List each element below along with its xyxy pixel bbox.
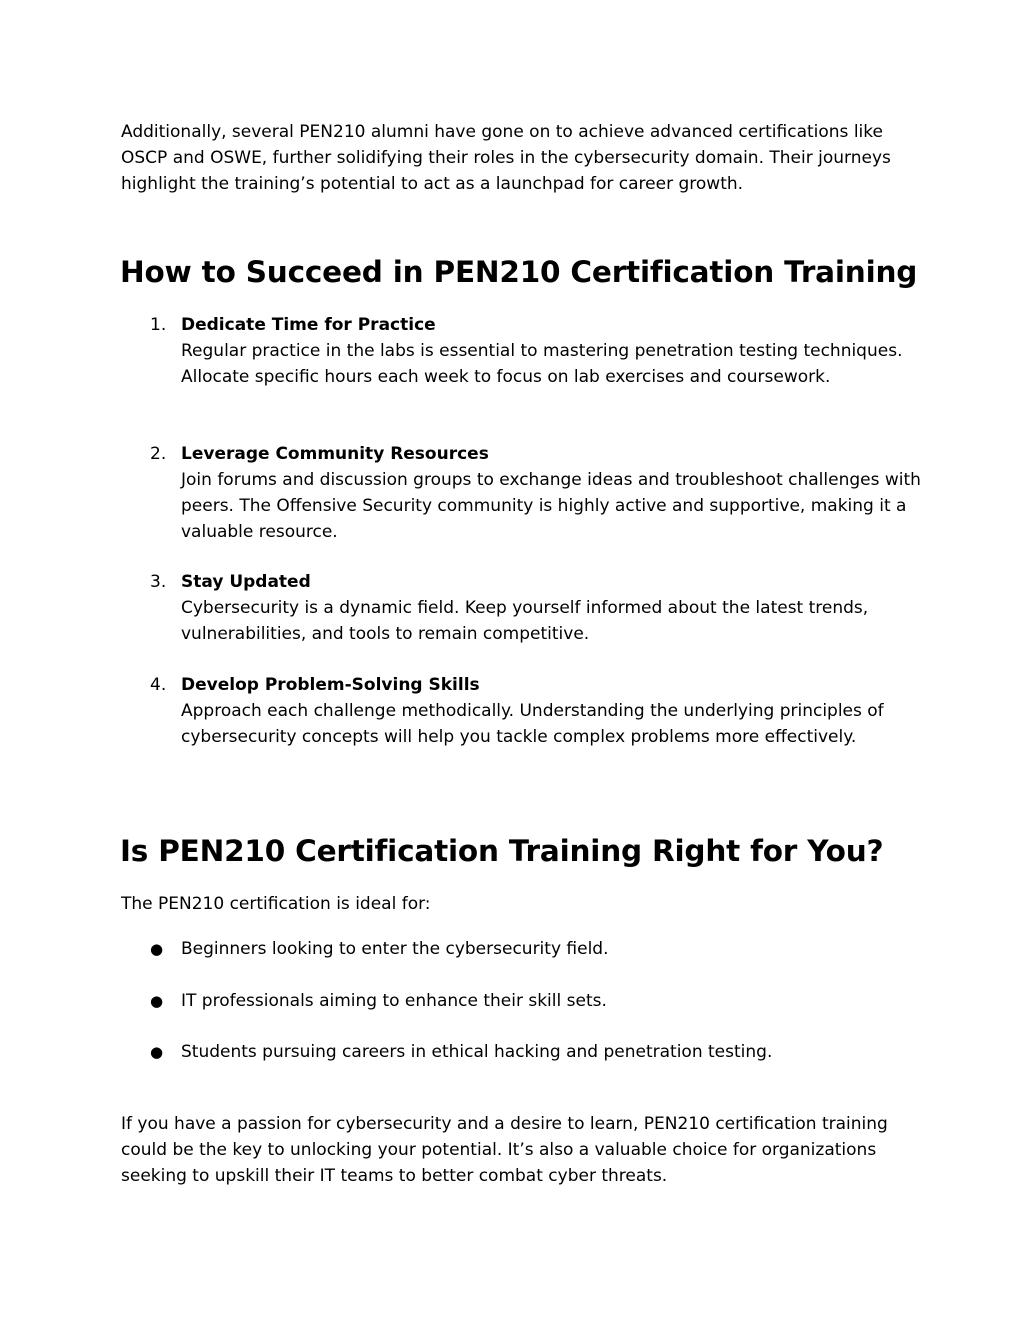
bullet-icon: ● <box>150 940 164 958</box>
list-item <box>0 569 1024 647</box>
list-item-number: 4. <box>150 675 167 695</box>
list-item-text: Beginners looking to enter the cybersecurity field. <box>181 939 609 959</box>
list-item-title: Develop Problem-Solving Skills <box>181 675 480 695</box>
list-item <box>0 936 1024 962</box>
list-item-title: Stay Updated <box>181 572 311 592</box>
list-item-text: Cybersecurity is a dynamic field. Keep yourself informed about the latest trends, vulnerabilities, and tools to remain competitive. <box>181 598 869 644</box>
list-item <box>0 312 1024 416</box>
list-item-title: Dedicate Time for Practice <box>181 315 436 335</box>
list-item-title: Leverage Community Resources <box>181 444 489 464</box>
list-item-text: Join forums and discussion groups to exchange ideas and troubleshoot challenges with peers. The Offensive Security community is highly active and supportive, making it a valuable resource. <box>181 470 921 542</box>
list-item <box>0 988 1024 1014</box>
list-item-number: 1. <box>150 315 167 335</box>
list-item <box>0 672 1024 776</box>
list-item <box>0 441 1024 545</box>
section-heading-how-to-succeed: How to Succeed in PEN210 Certification Training <box>120 255 918 289</box>
closing-paragraph: If you have a passion for cybersecurity and a desire to learn, PEN210 certification training could be the key to unlocking your potential. It’s also a valuable choice for organizations seeking to upskill their IT teams to better combat cyber threats. <box>121 1114 888 1186</box>
intro-paragraph: Additionally, several PEN210 alumni have gone on to achieve advanced certifications like OSCP and OSWE, further solidifying their roles in the cybersecurity domain. Their journeys highlight the training’s potential to act as a launchpad for career growth. <box>121 122 891 194</box>
list-item-text: Approach each challenge methodically. Understanding the underlying principles of cybersecurity concepts will help you tackle complex problems more effectively. <box>181 701 884 747</box>
list-item-text: IT professionals aiming to enhance their skill sets. <box>181 991 607 1011</box>
bullet-icon: ● <box>150 992 164 1010</box>
list-item <box>0 1039 1024 1065</box>
list-item-number: 3. <box>150 572 167 592</box>
bullet-icon: ● <box>150 1043 164 1061</box>
list-item-text: Students pursuing careers in ethical hacking and penetration testing. <box>181 1042 773 1062</box>
section-heading-right-for-you: Is PEN210 Certification Training Right for You? <box>120 834 884 868</box>
list-item-text: Regular practice in the labs is essential to mastering penetration testing techniques. Allocate specific hours each week to focus on lab exercises and coursework. <box>181 341 903 387</box>
list-item-number: 2. <box>150 444 167 464</box>
lead-paragraph: The PEN210 certification is ideal for: <box>121 894 431 914</box>
